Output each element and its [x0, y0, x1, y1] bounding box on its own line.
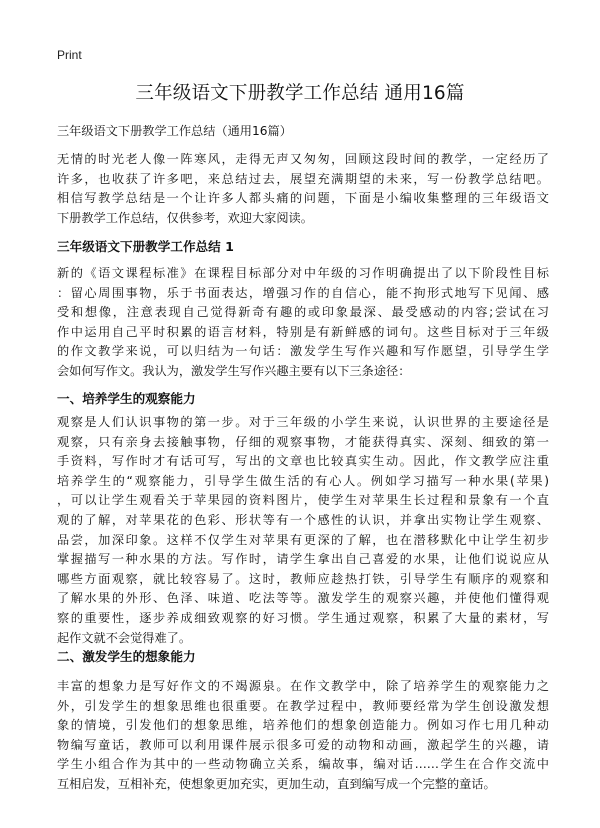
section-1-line: 受和想像，注意表现自己觉得新奇有趣的或印象最深、最受感动的内容;尝试在习: [57, 305, 549, 320]
observation-line: 掌握描写一种水果的方法。写作时，请学生拿出自己喜爱的水果，让他们说说应从: [57, 552, 549, 567]
imagination-line: 物编写童话，教师可以利用课件展示很多可爱的动物和动画，激起学生的兴趣，请: [57, 737, 549, 752]
imagination-line: 丰富的想象力是写好作文的不竭源泉。在作文教学中，除了培养学生的观察能力之: [57, 679, 549, 693]
observation-heading: 一、培养学生的观察能力: [57, 391, 196, 406]
observation-line: 观的了解，对苹果花的色彩、形状等有一个感性的认识，并拿出实物让学生观察、: [57, 512, 549, 527]
print-link[interactable]: Print: [57, 48, 82, 62]
intro-line: 许多，也收获了许多吧，来总结过去，展望充满期望的未来，写一份教学总结吧。: [57, 171, 549, 186]
observation-line: 察的重要性，逐步养成细致观察的好习惯。学生通过观察，积累了大量的素材，写: [57, 610, 549, 625]
observation-line: 哪些方面观察，就比较容易了。这时，教师应趁热打铁，引导学生有顺序的观察和: [57, 571, 549, 586]
intro-line: 相信写教学总结是一个让许多人都头痛的问题，下面是小编收集整理的三年级语文: [57, 191, 549, 206]
section-1-line: 会如何写作文。我认为，激发学生写作兴趣主要有以下三条途径：: [57, 363, 411, 378]
imagination-paragraph: [57, 677, 549, 795]
document-title: 三年级语文下册教学工作总结 通用16篇: [135, 83, 465, 104]
imagination-heading: 二、激发学生的想象能力: [57, 649, 196, 664]
section-1-line: ：留心周围事物，乐于书面表达，增强习作的自信心，能不拘形式地写下见闻、感: [57, 285, 549, 300]
observation-line: 起作文就不会觉得难了。: [57, 630, 192, 645]
observation-line: ，可以让学生观看关于苹果园的资料图片，使学生对苹果生长过程和景象有一个直: [57, 493, 549, 508]
observation-line: 手资料，写作时才有话可写，写出的文章也比较真实生动。因此，作文教学应注重: [57, 454, 549, 469]
imagination-line: 学生小组合作为其中的一些动物确立关系，编故事，编对话……学生在合作交流中: [57, 757, 549, 772]
section-1-paragraph: [57, 264, 549, 382]
observation-line: 观察，只有亲身去接触事物，仔细的观察事物，才能获得真实、深刻、细致的第一: [57, 434, 549, 449]
document-subtitle: 三年级语文下册教学工作总结（通用16篇）: [57, 124, 292, 138]
intro-line: 下册教学工作总结，仅供参考，欢迎大家阅读。: [57, 210, 313, 225]
section-1-heading: 三年级语文下册教学工作总结 1: [57, 239, 234, 254]
observation-line: 品尝，加深印象。这样不仅学生对苹果有更深的了解，也在潜移默化中让学生初步: [57, 532, 549, 547]
intro-paragraph: [57, 150, 549, 228]
imagination-line: 互相启发，互相补充，使想象更加充实，更加生动，直到编写成一个完整的童话。: [57, 776, 496, 791]
section-1-line: 的作文教学来说，可以归结为一句话：激发学生写作兴趣和写作愿望，引导学生学: [57, 344, 549, 359]
observation-paragraph: [57, 413, 549, 648]
imagination-line: 外，引发学生的想象思维也很重要。在教学过程中，教师要经常为学生创设激发想: [57, 698, 549, 713]
observation-line: 了解水果的外形、色泽、味道、吃法等等。激发学生的观察兴趣，并使他们懂得观: [57, 591, 549, 606]
intro-line: 无情的时光老人像一阵寒风，走得无声又匆匆，回顾这段时间的教学，一定经历了: [57, 152, 549, 166]
imagination-line: 象的情境，引发他们的想象思维，培养他们的想象创造能力。例如习作七用几种动: [57, 718, 549, 733]
observation-line: 观察是人们认识事物的第一步。对于三年级的小学生来说，认识世界的主要途径是: [57, 415, 549, 429]
observation-line: 培养学生的“观察能力，引导学生做生活的有心人。例如学习描写一种水果(苹果): [57, 473, 549, 488]
section-1-line: 新的《语文课程标准》在课程目标部分对中年级的习作明确提出了以下阶段性目标: [57, 266, 549, 280]
section-1-line: 作中运用自己平时积累的语言材料，特别是有新鲜感的词句。这些目标对于三年级: [57, 324, 549, 339]
